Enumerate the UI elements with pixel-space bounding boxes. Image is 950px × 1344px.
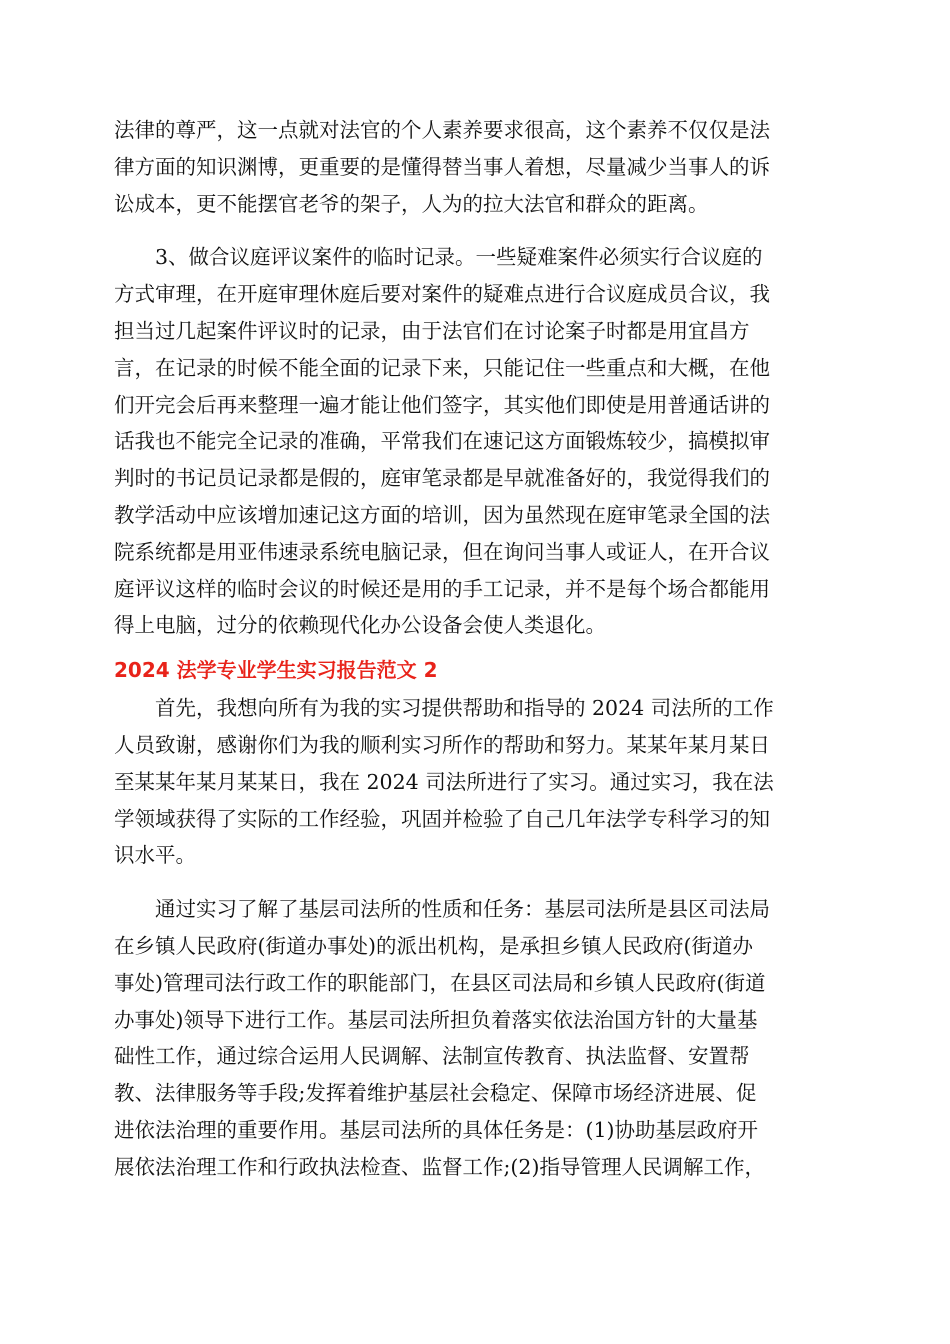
text-line: 担当过几起案件评议时的记录，由于法官们在讨论案子时都是用宜昌方: [114, 318, 750, 343]
text-line: 法律的尊严，这一点就对法官的个人素养要求很高，这个素养不仅仅是法: [114, 118, 770, 142]
paragraph-1: [114, 112, 834, 222]
text-line: 至某某年某月某某日，我在 2024 司法所进行了实习。通过实习，我在法: [114, 769, 774, 794]
text-line: 础性工作，通过综合运用人民调解、法制宣传教育、执法监督、安置帮: [114, 1044, 750, 1069]
paragraph-3: [114, 690, 834, 874]
text-line: 识水平。: [114, 843, 196, 868]
text-line: 展依法治理工作和行政执法检查、监督工作;(2)指导管理人民调解工作，: [114, 1154, 765, 1179]
text-line: 院系统都是用亚伟速录系统电脑记录，但在询问当事人或证人，在开合议: [114, 539, 770, 564]
text-line: 学领域获得了实际的工作经验，巩固并检验了自己几年法学专科学习的知: [114, 806, 770, 831]
text-line: 3、做合议庭评议案件的临时记录。一些疑难案件必须实行合议庭的: [114, 245, 763, 270]
text-line: 首先，我想向所有为我的实习提供帮助和指导的 2024 司法所的工作: [114, 696, 774, 721]
text-line: 判时的书记员记录都是假的，庭审笔录都是早就准备好的，我觉得我们的: [114, 466, 770, 491]
text-line: 律方面的知识渊博，更重要的是懂得替当事人着想，尽量减少当事人的诉: [114, 154, 770, 179]
text-line: 人员致谢，感谢你们为我的顺利实习所作的帮助和努力。某某年某月某日: [114, 732, 770, 757]
text-line: 在乡镇人民政府(街道办事处)的派出机构，是承担乡镇人民政府(街道办: [114, 933, 753, 958]
text-line: 进依法治理的重要作用。基层司法所的具体任务是：(1)协助基层政府开: [114, 1117, 759, 1142]
document-page: [114, 112, 834, 1186]
text-line: 得上电脑，过分的依赖现代化办公设备会使人类退化。: [114, 613, 606, 638]
text-line: 办事处)领导下进行工作。基层司法所担负着落实依法治国方针的大量基: [114, 1007, 758, 1032]
text-line: 事处)管理司法行政工作的职能部门，在县区司法局和乡镇人民政府(街道: [114, 970, 766, 995]
text-line: 话我也不能完全记录的准确，平常我们在速记这方面锻炼较少，搞模拟审: [114, 429, 770, 454]
paragraph-spacer: [114, 874, 834, 891]
text-line: 言，在记录的时候不能全面的记录下来，只能记住一些重点和大概，在他: [114, 355, 770, 380]
section-heading: 2024 法学专业学生实习报告范文 2: [114, 658, 438, 683]
paragraph-2: [114, 239, 834, 644]
paragraph-spacer: [114, 222, 834, 239]
text-line: 通过实习了解了基层司法所的性质和任务：基层司法所是县区司法局: [114, 897, 770, 922]
text-line: 方式审理，在开庭审理休庭后要对案件的疑难点进行合议庭成员合议，我: [114, 282, 770, 307]
paragraph-4: [114, 891, 834, 1185]
text-line: 教学活动中应该增加速记这方面的培训，因为虽然现在庭审笔录全国的法: [114, 502, 770, 527]
text-line: 讼成本，更不能摆官老爷的架子，人为的拉大法官和群众的距离。: [114, 191, 709, 216]
text-line: 庭评议这样的临时会议的时候还是用的手工记录，并不是每个场合都能用: [114, 576, 770, 601]
text-line: 教、法律服务等手段;发挥着维护基层社会稳定、保障市场经济进展、促: [114, 1081, 757, 1106]
text-line: 们开完会后再来整理一遍才能让他们签字，其实他们即使是用普通话讲的: [114, 392, 770, 417]
